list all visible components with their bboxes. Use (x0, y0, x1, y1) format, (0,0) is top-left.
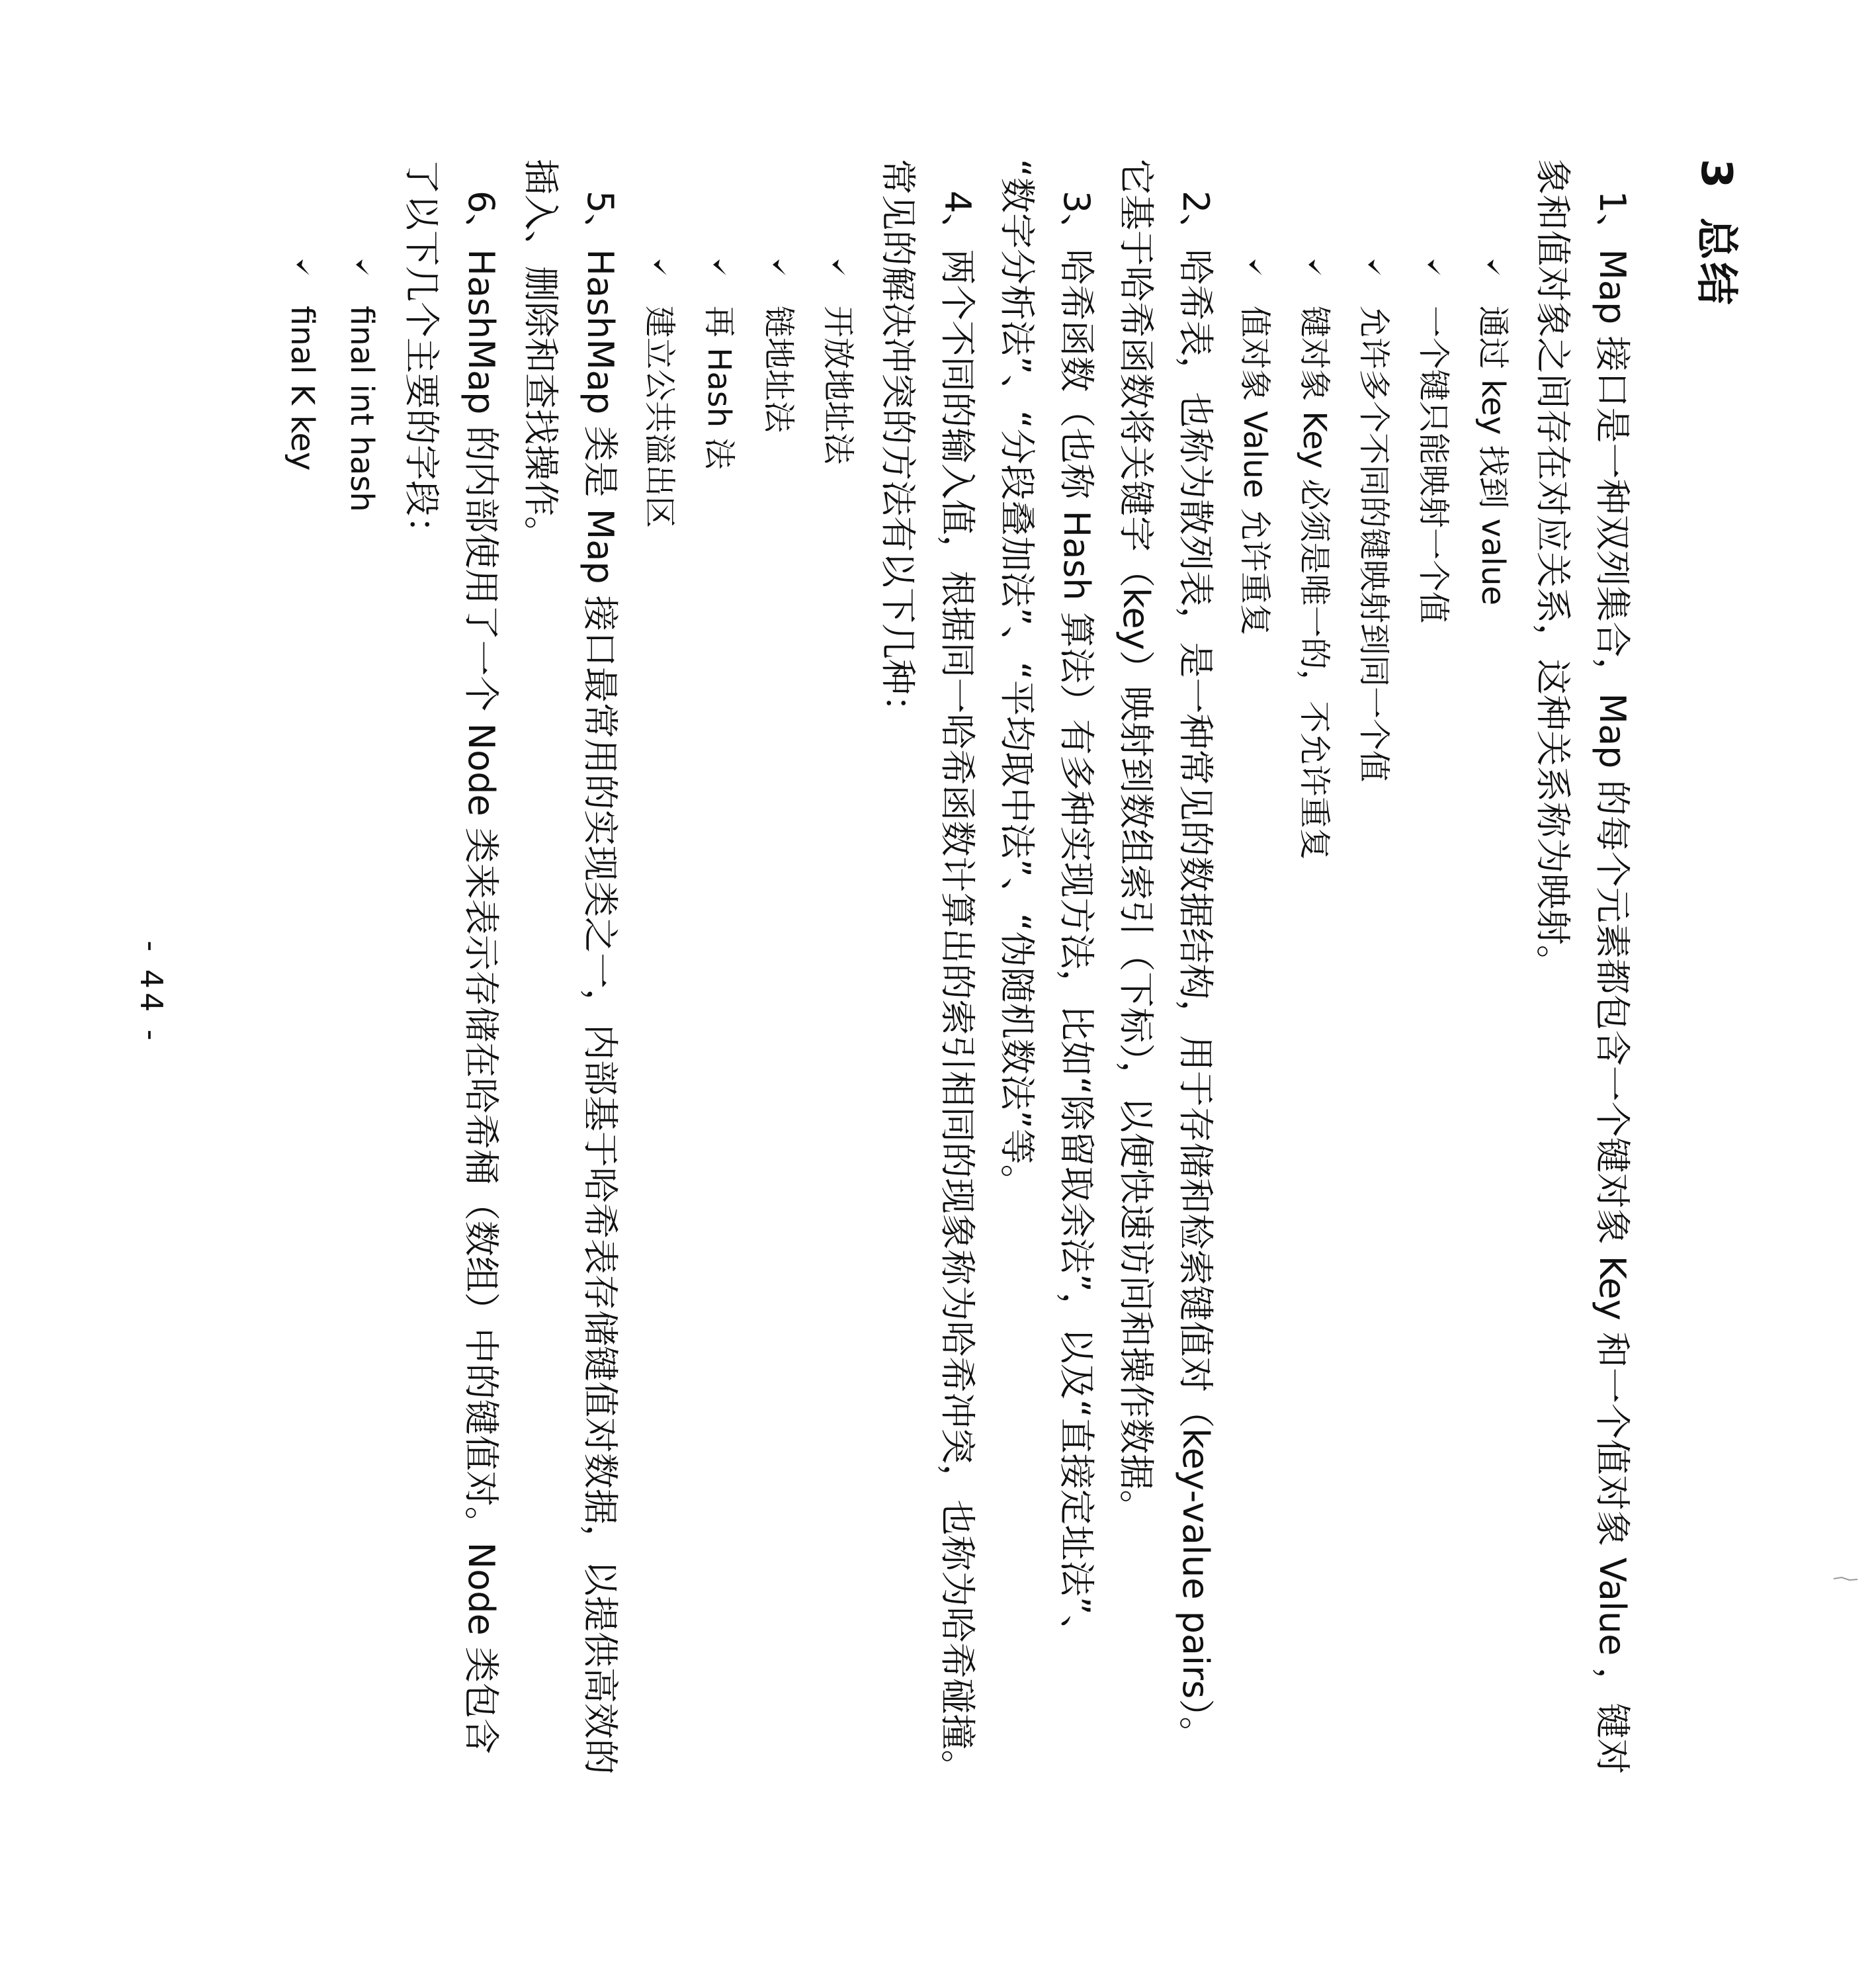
bullet-item (749, 258, 808, 1906)
bullet-list (273, 159, 392, 1906)
paragraph-continuation: 插入、删除和查找操作。 (520, 159, 562, 552)
paragraph-line: 3、哈希函数（也称 Hash 算法）有多种实现方法，比如“除留取余法”，以及“直接定址法”、 (1056, 191, 1097, 1651)
checkmark-arrow-icon (1425, 258, 1442, 277)
bullet-text: 值对象 Value 允许重复 (1236, 306, 1273, 636)
summary-item (273, 159, 511, 1906)
checkmark-arrow-icon (1484, 258, 1502, 277)
summary-item (630, 159, 987, 1906)
bullet-list (630, 159, 868, 1906)
bullet-item (630, 258, 689, 1906)
checkmark-arrow-icon (1246, 258, 1263, 277)
summary-item (511, 159, 630, 1906)
summary-item (1225, 159, 1642, 1906)
paragraph-line: 4、两个不同的输入值，根据同一哈希函数计算出的索引相同的现象称为哈希冲突，也称为哈希碰撞。 (937, 191, 978, 1786)
paragraph-line: 2、哈希表，也称为散列表，是一种常见的数据结构，用于存储和检索键值对（key-value pairs）。 (1175, 191, 1216, 1753)
bullet-text: 建立公共溢出区 (641, 306, 678, 529)
bullet-list (1225, 159, 1523, 1906)
bullet-text: 通过 key 找到 value (1474, 306, 1512, 605)
paragraph-continuation: 常见的解决冲突的方法有以下几种： (877, 159, 919, 730)
checkmark-arrow-icon (294, 258, 311, 277)
paragraph-continuation: 它基于哈希函数将关键字（key）映射到数组索引（下标），以便快速访问和操作数据。 (1115, 159, 1157, 1526)
bullet-text: 一个键只能映射一个值 (1415, 306, 1452, 624)
checkmark-arrow-icon (353, 258, 370, 277)
bullet-text: 链地址法 (760, 306, 797, 433)
bullet-item (273, 258, 332, 1906)
checkmark-arrow-icon (1365, 258, 1383, 277)
bullet-text: final int hash (343, 306, 380, 512)
bullet-item (1404, 258, 1463, 1906)
summary-item (1106, 159, 1225, 1906)
checkmark-arrow-icon (770, 258, 787, 277)
paragraph-line: 6、HashMap 的内部使用了一个 Node 类来表示存储在哈希桶（数组）中的键值对。Node 类包含 (460, 191, 502, 1754)
bullet-text: 允许多个不同的键映射到同一个值 (1355, 306, 1392, 783)
bullet-text: 键对象 Key 必须是唯一的，不允许重复 (1296, 306, 1333, 860)
checkmark-arrow-icon (830, 258, 847, 277)
bullet-item (808, 258, 868, 1906)
bullet-item (1225, 258, 1285, 1906)
summary-sections (273, 159, 1642, 1906)
bullet-text: 开放地址法 (820, 306, 857, 465)
bullet-item (332, 258, 392, 1906)
bullet-item (1285, 258, 1344, 1906)
paragraph-continuation: 象和值对象之间存在对应关系，这种关系称为映射。 (1532, 159, 1574, 981)
bullet-item (689, 258, 749, 1906)
section-heading (1689, 159, 1750, 1906)
bullet-text: final K key (284, 306, 321, 471)
checkmark-arrow-icon (651, 258, 668, 277)
scan-smudge (1832, 1575, 1859, 1584)
section-number: 3 (1691, 159, 1740, 191)
bullet-item (1463, 258, 1523, 1906)
bullet-text: 再 Hash 法 (701, 306, 738, 470)
bullet-item (1344, 258, 1404, 1906)
section-title: 总结 (1691, 217, 1740, 308)
paragraph-line: 1、Map 接口是一种双列集合，Map 的每个元素都包含一个键对象 Key 和一个值对象 Value ，键对 (1592, 191, 1633, 1775)
checkmark-arrow-icon (710, 258, 728, 277)
checkmark-arrow-icon (1306, 258, 1323, 277)
paragraph-continuation: “数字分析法”、“分段叠加法”、“平均取中法”、“伪随机数法”等。 (996, 159, 1038, 1200)
paragraph-continuation: 了以下几个主要的字段： (401, 159, 443, 552)
paragraph-line: 5、HashMap 类是 Map 接口最常用的实现类之一，内部基于哈希表存储键值对数据，以提供高效的 (579, 191, 621, 1775)
summary-item (987, 159, 1106, 1906)
page-number: - 44 - (134, 940, 169, 1045)
